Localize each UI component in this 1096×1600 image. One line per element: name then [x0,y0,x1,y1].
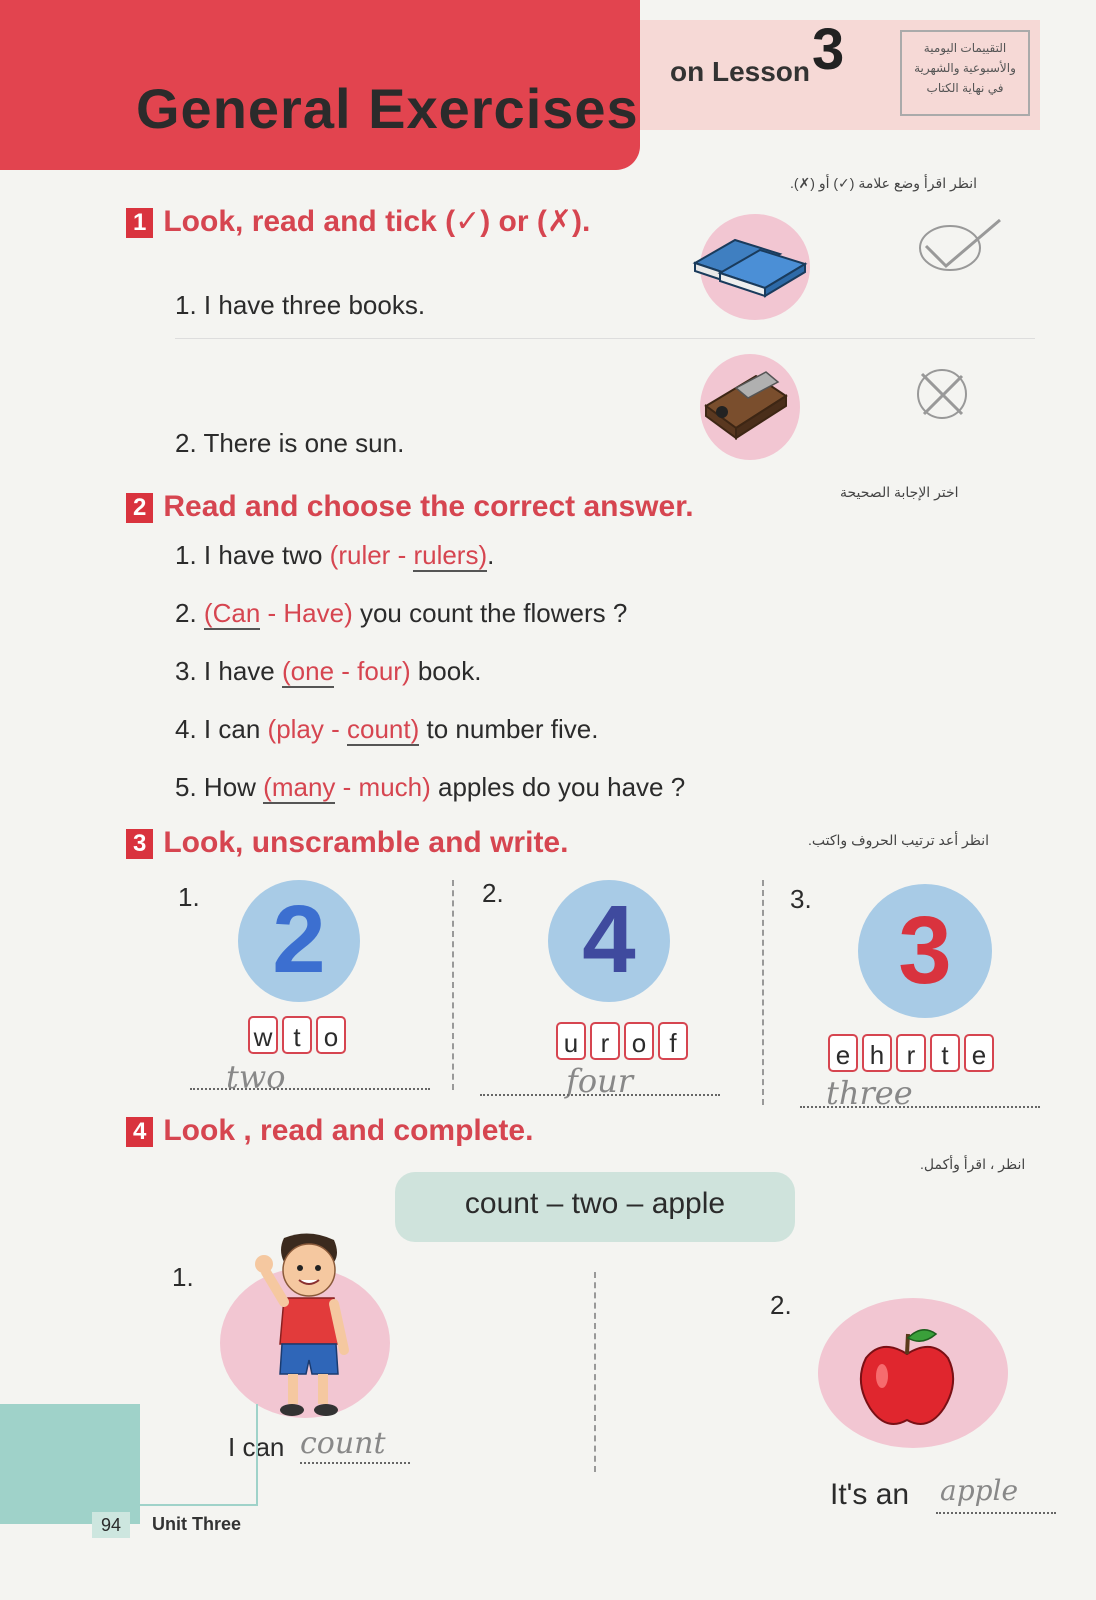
books-icon [690,228,820,308]
ex3-item-2-letters [556,1022,692,1060]
option-1: (Can [203,598,261,628]
sharpener-icon [696,366,796,446]
ex3-item-1-answer: two [226,1058,286,1096]
corner-line: في نهاية الكتاب [926,81,1004,95]
item-number: 3. [175,656,197,686]
lesson-label: on Lesson [670,56,811,87]
ex3-item-3-num: 3. [790,884,812,914]
ex2-item-1 [175,540,494,571]
letter-tile: e [828,1034,858,1072]
ex4-heading [126,1114,533,1148]
divider [594,1272,596,1472]
answer-line [190,1088,430,1090]
ex2-item-5 [175,772,685,803]
ex4-arabic: انظر ، اقرأ وأكمل. [920,1156,1026,1172]
ex1-item-2: 2. There is one sun. [175,428,405,458]
tick-answer-icon [912,216,1008,276]
ex3-item-2-num: 2. [482,878,504,908]
item-pre: How [203,772,256,802]
option-1: (one [281,656,335,686]
ex1-item-1: 1. I have three books. [175,290,426,320]
ex1-arabic: انظر اقرأ وضع علامة (✓) أو (✗). [790,175,977,191]
ex2-item-4 [175,714,598,745]
boy-waving-icon [254,1232,364,1422]
letter-tile: u [556,1022,586,1060]
ex4-item-1-num: 1. [172,1262,194,1292]
page-title: General Exercises [136,77,639,140]
ex2-heading [126,490,694,524]
option-1: (play [267,714,324,744]
corner-line: التقييمات اليومية [923,41,1007,55]
item-post: . [487,540,495,570]
option-1: (ruler [329,540,391,570]
option-sep: - [334,656,358,686]
option-sep: - [390,540,414,570]
ex3-arabic: انظر أعد ترتيب الحروف واكتب. [808,832,990,848]
ex4-item-1-answer: count [300,1426,386,1461]
item-number: 2. [175,598,197,628]
ex3-item-3-letters [828,1034,998,1072]
option-2: much) [358,772,431,802]
ex2-instruction: Read and choose the correct answer. [163,490,694,523]
item-number: 1. [175,540,197,570]
ex3-item-3-digit: 3 [858,884,992,1018]
ex2-number: 2 [126,493,153,523]
option-sep: - [260,598,284,628]
letter-tile: w [248,1016,278,1054]
letter-tile: f [658,1022,688,1060]
ex3-item-2-digit: 4 [548,880,670,1002]
item-number: 5. [175,772,197,802]
ex4-number: 4 [126,1117,153,1147]
letter-tile: o [624,1022,654,1060]
option-sep: - [323,714,347,744]
word-bank: count – two – apple [395,1172,795,1242]
page-number: 94 [92,1512,130,1538]
lesson-number: 3 [812,17,845,82]
divider [762,880,764,1105]
option-2: rulers) [413,540,488,570]
ex3-item-1-num: 1. [178,882,200,912]
ex3-number: 3 [126,829,153,859]
letter-tile: r [590,1022,620,1060]
ex3-item-1-letters [248,1016,350,1054]
apple-icon [852,1324,962,1434]
ex3-heading [126,826,568,860]
ex4-item-2-num: 2. [770,1290,792,1320]
ex3-instruction: Look, unscramble and write. [163,826,569,859]
option-2: count) [347,714,420,744]
ex1-number: 1 [126,208,153,238]
option-sep: - [335,772,359,802]
divider [452,880,454,1090]
cross-answer-icon [912,364,972,424]
ex2-item-3 [175,656,481,687]
option-2: four) [357,656,411,686]
answer-line [480,1094,720,1096]
ex4-item-1-text: I can [228,1432,285,1462]
item-post: you count the flowers ? [352,598,628,628]
letter-tile: e [964,1034,994,1072]
answer-line [300,1462,410,1464]
footer-frame [136,1404,258,1506]
footer-tab [0,1404,140,1524]
ex4-item-2-answer: apple [940,1474,1019,1507]
ex4-item-2-text: It's an [830,1478,910,1511]
corner-line: والأسبوعية والشهرية [914,61,1016,75]
ex3-item-2-answer: four [566,1062,634,1100]
item-pre: I have [203,656,275,686]
ex4-instruction: Look , read and complete. [163,1114,534,1147]
item-number: 4. [175,714,197,744]
item-pre: I can [203,714,261,744]
item-post: to number five. [419,714,599,744]
letter-tile: h [862,1034,892,1072]
answer-line [800,1106,1040,1108]
letter-tile: t [930,1034,960,1072]
answer-line [936,1512,1056,1514]
ex3-item-3-answer: three [826,1074,913,1112]
option-1: (many [263,772,336,802]
option-2: Have) [283,598,353,628]
divider [175,338,1035,339]
letter-tile: t [282,1016,312,1054]
corner-note [900,30,1030,116]
unit-label: Unit Three [152,1514,242,1534]
letter-tile: r [896,1034,926,1072]
ex1-heading [126,204,590,239]
ex2-item-2 [175,598,627,629]
ex1-instruction: Look, read and tick (✓) or (✗). [163,205,591,238]
letter-tile: o [316,1016,346,1054]
ex2-arabic: اختر الإجابة الصحيحة [840,484,959,500]
item-post: apples do you have ? [430,772,686,802]
item-post: book. [410,656,482,686]
item-pre: I have two [203,540,323,570]
ex3-item-1-digit: 2 [238,880,360,1002]
